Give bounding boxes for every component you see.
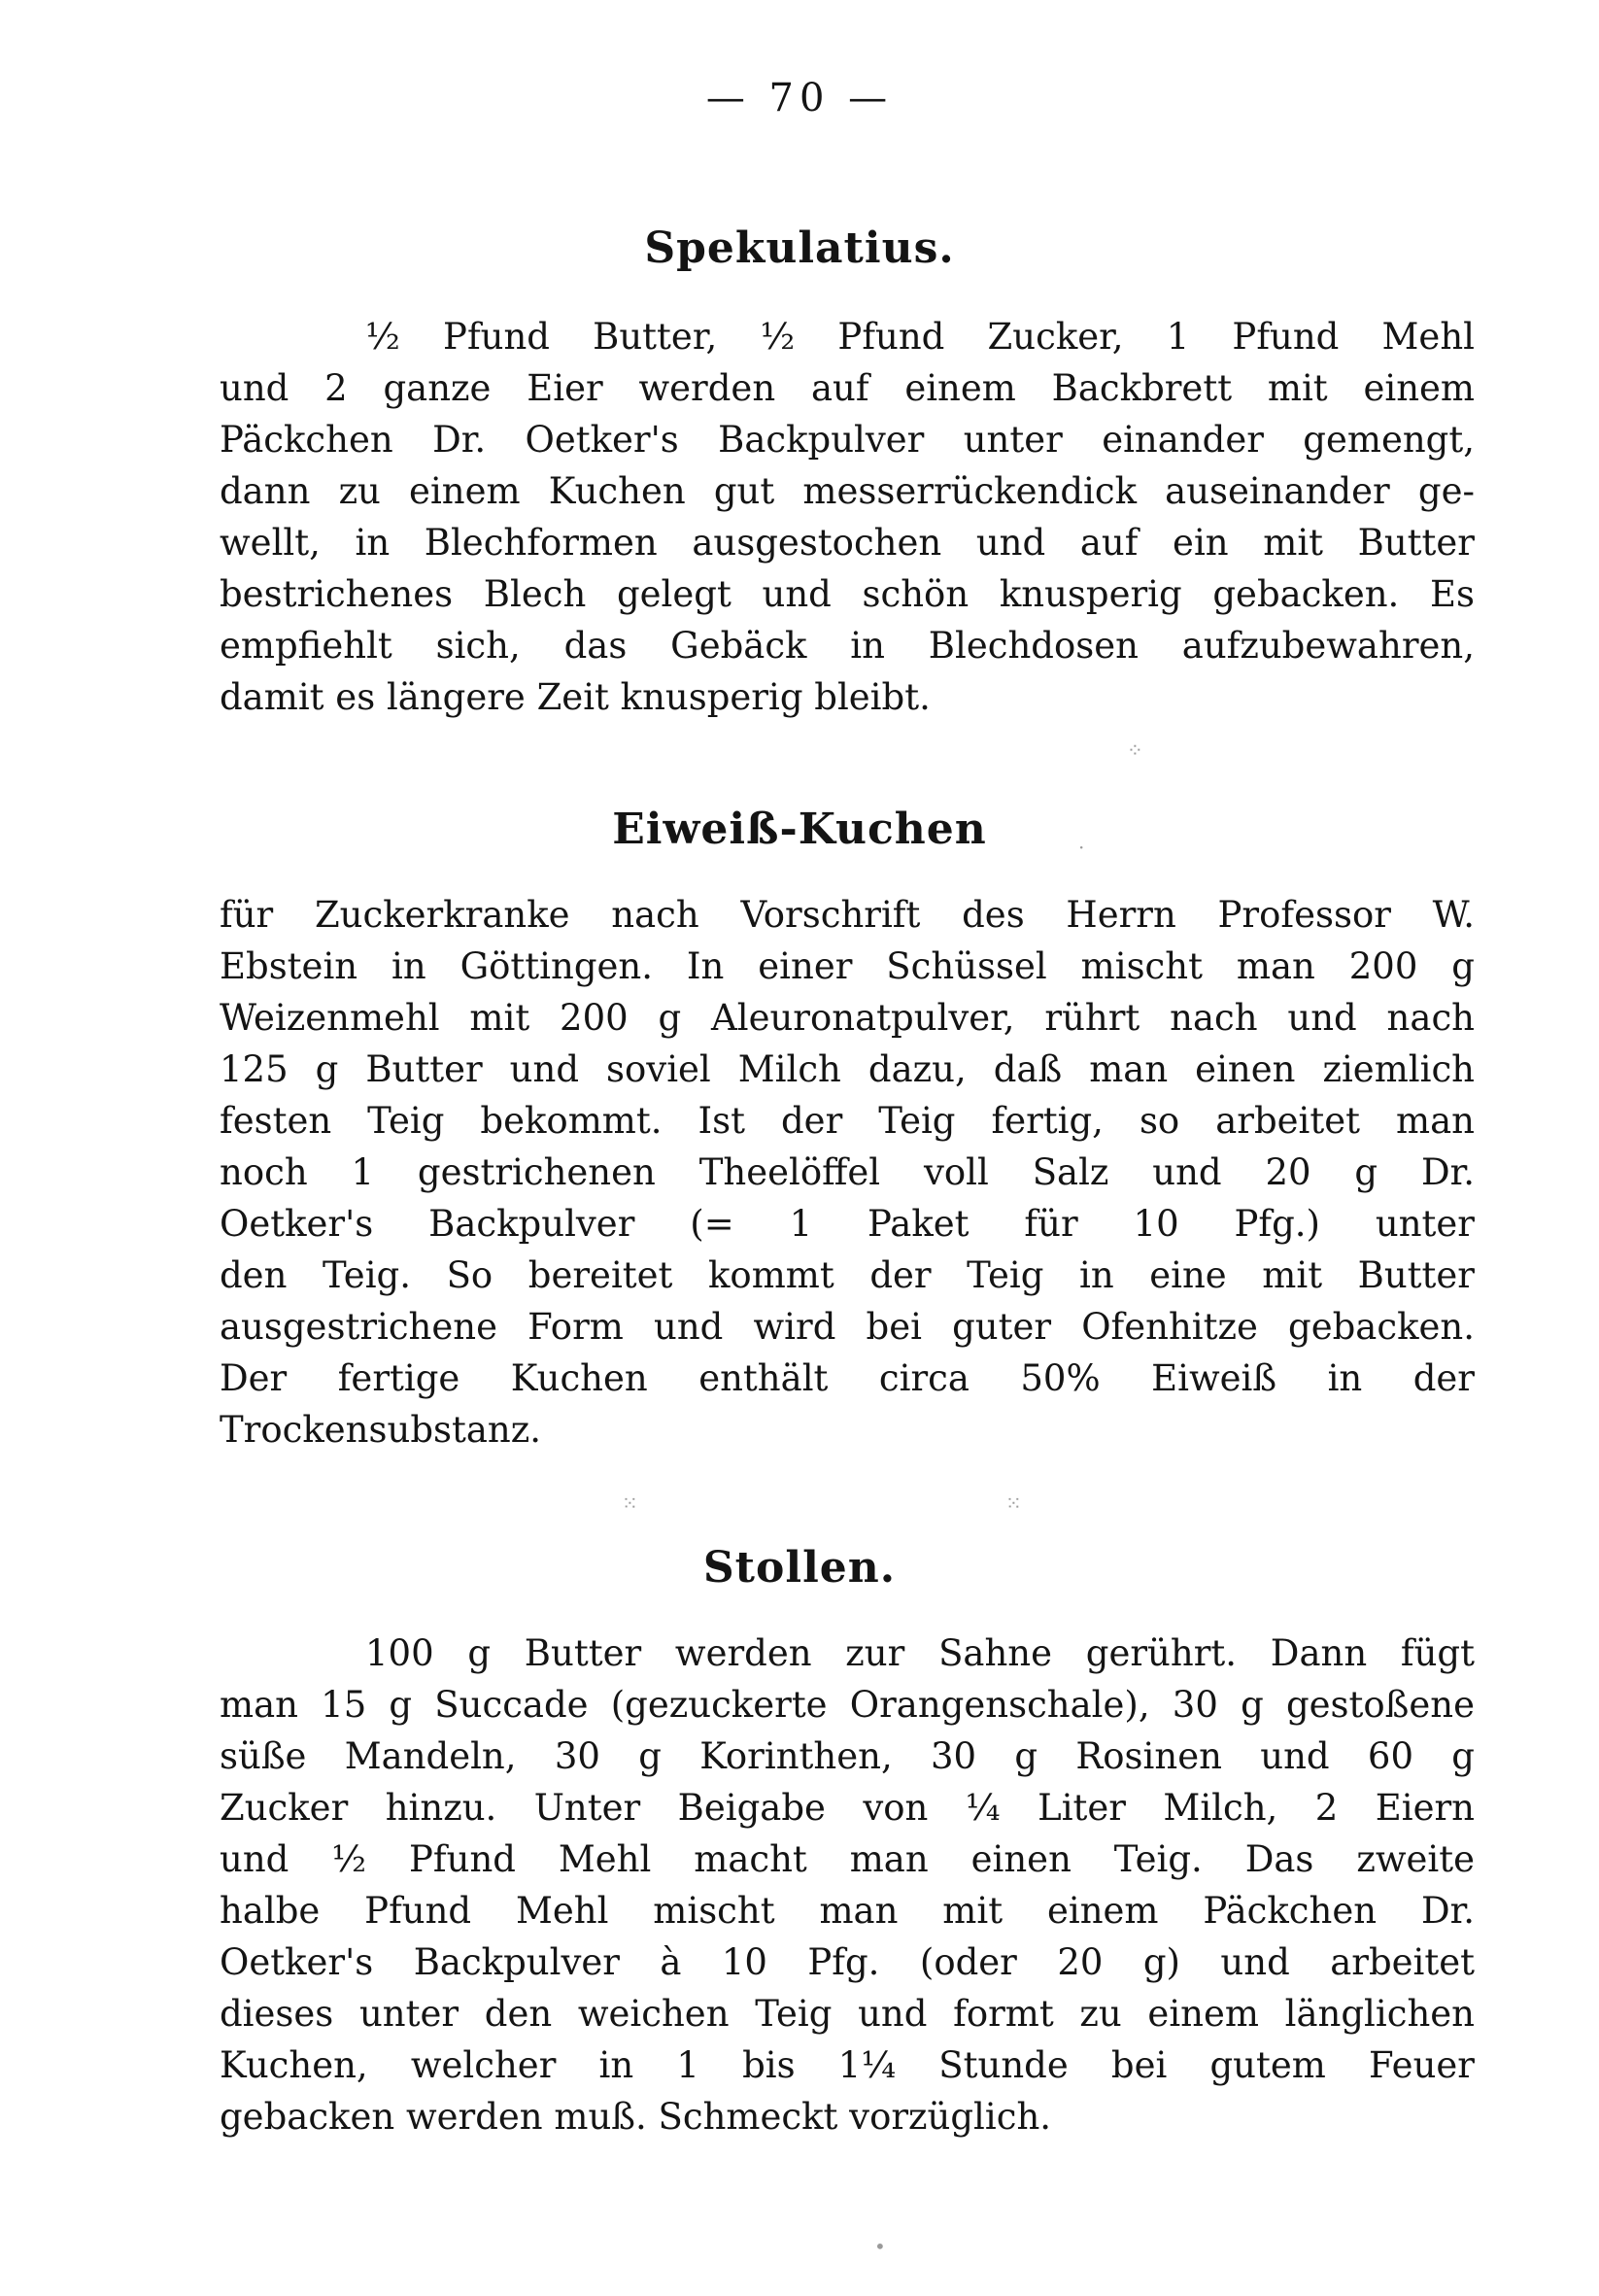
- text-line: 125 g Butter und soviel Milch dazu, daß man einen ziemlich: [220, 1048, 1475, 1090]
- recipe-title-eiweiss-kuchen: Eiweiß-Kuchen: [612, 805, 987, 854]
- text-line: dann zu einem Kuchen gut messerrückendick auseinander ge-: [220, 470, 1475, 512]
- text-line: Weizenmehl mit 200 g Aleuronatpulver, rührt nach und nach: [220, 997, 1475, 1039]
- text-line: 100 g Butter werden zur Sahne gerührt. Dann fügt: [365, 1632, 1475, 1674]
- text-line: wellt, in Blechformen ausgestochen und auf ein mit Butter: [220, 522, 1475, 564]
- text-line: süße Mandeln, 30 g Korinthen, 30 g Rosinen und 60 g: [220, 1735, 1475, 1777]
- text-line: Zucker hinzu. Unter Beigabe von ¼ Liter Milch, 2 Eiern: [220, 1787, 1475, 1829]
- recipe-text-stollen: [220, 1628, 1475, 2142]
- text-line: Kuchen, welcher in 1 bis 1¼ Stunde bei gutem Feuer: [220, 2044, 1475, 2086]
- page-number: — 70 —: [705, 76, 894, 120]
- text-line: Ebstein in Göttingen. In einer Schüssel mischt man 200 g: [220, 945, 1475, 987]
- text-line: empfiehlt sich, das Gebäck in Blechdosen aufzubewahren,: [220, 625, 1475, 667]
- text-line: den Teig. So bereitet kommt der Teig in eine mit Butter: [220, 1254, 1475, 1296]
- text-line: festen Teig bekommt. Ist der Teig fertig, so arbeitet man: [220, 1100, 1475, 1142]
- text-line: damit es längere Zeit knusperig bleibt.: [220, 676, 931, 718]
- text-line: bestrichenes Blech gelegt und schön knusperig gebacken. Es: [220, 573, 1475, 615]
- text-line: Trockensubstanz.: [220, 1409, 542, 1451]
- recipe-text-eiweiss-kuchen: [220, 889, 1475, 1456]
- text-line: dieses unter den weichen Teig und formt zu einem länglichen: [220, 1993, 1475, 2035]
- recipe-title-spekulatius: Spekulatius.: [644, 223, 955, 273]
- text-line: und ½ Pfund Mehl macht man einen Teig. Das zweite: [220, 1838, 1475, 1880]
- print-speck: ⁘: [1127, 738, 1143, 762]
- text-line: ½ Pfund Butter, ½ Pfund Zucker, 1 Pfund Mehl: [365, 316, 1475, 358]
- text-line: Oetker's Backpulver (= 1 Paket für 10 Pfg.) unter: [220, 1203, 1475, 1245]
- print-speck: •: [874, 2235, 886, 2258]
- text-line: gebacken werden muß. Schmeckt vorzüglich.: [220, 2096, 1052, 2138]
- recipe-text-spekulatius: [220, 311, 1475, 723]
- recipe-title-stollen: Stollen.: [702, 1543, 897, 1593]
- print-speck: ⁙: [1005, 1491, 1022, 1515]
- text-line: und 2 ganze Eier werden auf einem Backbrett mit einem: [220, 367, 1475, 409]
- text-line: halbe Pfund Mehl mischt man mit einem Päckchen Dr.: [220, 1890, 1475, 1932]
- text-line: Päckchen Dr. Oetker's Backpulver unter einander gemengt,: [220, 419, 1475, 461]
- text-line: man 15 g Succade (gezuckerte Orangenschale), 30 g gestoßene: [220, 1684, 1475, 1726]
- text-line: noch 1 gestrichenen Theelöffel voll Salz und 20 g Dr.: [220, 1151, 1475, 1193]
- text-line: ausgestrichene Form und wird bei guter Ofenhitze gebacken.: [220, 1306, 1475, 1348]
- text-line: für Zuckerkranke nach Vorschrift des Herrn Professor W.: [220, 894, 1475, 936]
- print-speck: ⁙: [622, 1491, 638, 1515]
- print-speck: ·: [1078, 836, 1085, 859]
- text-line: Der fertige Kuchen enthält circa 50% Eiweiß in der: [220, 1357, 1475, 1399]
- text-line: Oetker's Backpulver à 10 Pfg. (oder 20 g) und arbeitet: [220, 1941, 1475, 1983]
